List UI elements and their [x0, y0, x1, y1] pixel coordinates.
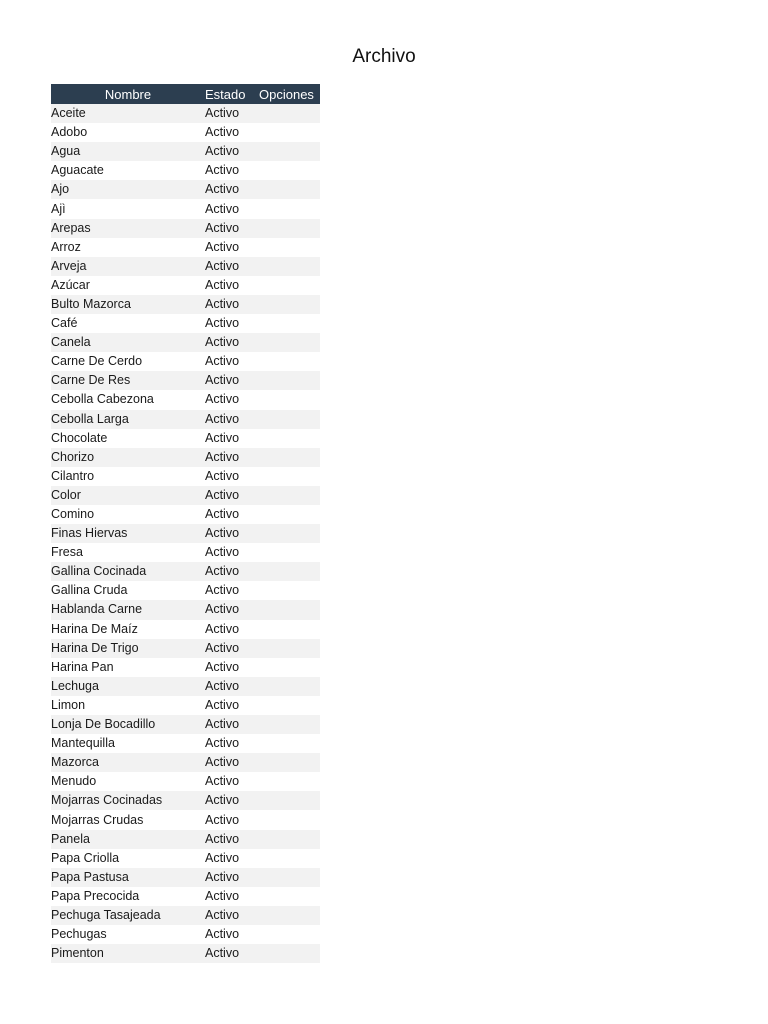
cell-state: Activo [205, 850, 240, 865]
cell-options [259, 543, 320, 562]
cell-options [259, 944, 320, 963]
table-row[interactable] [51, 314, 320, 333]
cell-state: Activo [205, 659, 240, 674]
cell-options [259, 677, 320, 696]
cell-name: Harina Pan [51, 659, 114, 674]
column-header-options: Opciones [259, 86, 314, 102]
cell-state: Activo [205, 831, 240, 846]
table-row[interactable] [51, 944, 320, 963]
cell-name: Aguacate [51, 163, 104, 178]
cell-name: Cilantro [51, 468, 95, 483]
table-row[interactable] [51, 810, 320, 829]
cell-state: Activo [205, 468, 240, 483]
cell-state: Activo [205, 736, 240, 751]
cell-state: Activo [205, 354, 240, 369]
cell-state: Activo [205, 316, 240, 331]
cell-state: Activo [205, 602, 240, 617]
page-title: Archivo [352, 46, 416, 67]
table-row[interactable] [51, 849, 320, 868]
cell-name: Carne De Cerdo [51, 354, 143, 369]
cell-options [259, 639, 320, 658]
cell-state: Activo [205, 373, 240, 388]
cell-options [259, 486, 320, 505]
table-row[interactable] [51, 238, 320, 257]
table-row[interactable] [51, 352, 320, 371]
table-row[interactable] [51, 104, 320, 123]
cell-name: Mantequilla [51, 736, 115, 751]
table-row[interactable] [51, 199, 320, 218]
cell-state: Activo [205, 430, 240, 445]
cell-options [259, 410, 320, 429]
cell-options [259, 257, 320, 276]
cell-name: Ajo [51, 182, 70, 197]
column-header-name[interactable]: Nombre [104, 86, 152, 102]
table-row[interactable] [51, 715, 320, 734]
cell-options [259, 429, 320, 448]
cell-state: Activo [205, 678, 240, 693]
cell-state: Activo [205, 927, 240, 942]
cell-options [259, 142, 320, 161]
cell-options [259, 887, 320, 906]
cell-name: Gallina Cruda [51, 583, 128, 598]
table-row[interactable] [51, 696, 320, 715]
cell-state: Activo [205, 487, 240, 502]
table-row[interactable] [51, 161, 320, 180]
cell-name: Fresa [51, 545, 83, 560]
table-row[interactable] [51, 276, 320, 295]
cell-state: Activo [205, 182, 240, 197]
cell-state: Activo [205, 220, 240, 235]
cell-options [259, 352, 320, 371]
cell-options [259, 620, 320, 639]
table-row[interactable] [51, 868, 320, 887]
cell-state: Activo [205, 411, 240, 426]
cell-state: Activo [205, 545, 240, 560]
table-row[interactable] [51, 925, 320, 944]
cell-state: Activo [205, 640, 240, 655]
cell-state: Activo [205, 755, 240, 770]
cell-state: Activo [205, 335, 240, 350]
cell-name: Chocolate [51, 430, 108, 445]
cell-options [259, 600, 320, 619]
table-row[interactable] [51, 390, 320, 409]
cell-options [259, 524, 320, 543]
cell-name: Agua [51, 144, 81, 159]
cell-state: Activo [205, 812, 240, 827]
cell-name: Pechuga Tasajeada [51, 907, 161, 922]
cell-name: Mojarras Cocinadas [51, 793, 163, 808]
cell-options [259, 505, 320, 524]
cell-name: Bulto Mazorca [51, 296, 131, 311]
cell-options [259, 123, 320, 142]
cell-options [259, 104, 320, 123]
cell-options [259, 295, 320, 314]
table-row[interactable] [51, 620, 320, 639]
table-row[interactable] [51, 753, 320, 772]
cell-name: Arroz [51, 239, 81, 254]
table-row[interactable] [51, 524, 320, 543]
cell-options [259, 390, 320, 409]
cell-options [259, 199, 320, 218]
table-header-row [51, 84, 320, 104]
cell-name: Ajì [51, 201, 66, 216]
cell-state: Activo [205, 526, 240, 541]
cell-name: Cebolla Larga [51, 411, 129, 426]
cell-options [259, 333, 320, 352]
cell-options [259, 734, 320, 753]
cell-options [259, 562, 320, 581]
cell-name: Lonja De Bocadillo [51, 717, 156, 732]
cell-options [259, 849, 320, 868]
cell-name: Mazorca [51, 755, 99, 770]
cell-state: Activo [205, 106, 240, 121]
cell-name: Papa Pastusa [51, 869, 129, 884]
cell-state: Activo [205, 296, 240, 311]
cell-options [259, 180, 320, 199]
table-row[interactable] [51, 295, 320, 314]
cell-name: Mojarras Crudas [51, 812, 144, 827]
cell-options [259, 868, 320, 887]
cell-state: Activo [205, 717, 240, 732]
cell-state: Activo [205, 392, 240, 407]
cell-state: Activo [205, 163, 240, 178]
cell-name: Pechugas [51, 927, 107, 942]
cell-options [259, 448, 320, 467]
cell-options [259, 715, 320, 734]
table-row[interactable] [51, 543, 320, 562]
cell-name: Lechuga [51, 678, 99, 693]
cell-state: Activo [205, 888, 240, 903]
cell-options [259, 830, 320, 849]
cell-name: Café [51, 316, 78, 331]
cell-name: Gallina Cocinada [51, 564, 147, 579]
cell-name: Pimenton [51, 946, 104, 961]
table-row[interactable] [51, 658, 320, 677]
cell-name: Azúcar [51, 277, 90, 292]
cell-options [259, 791, 320, 810]
cell-name: Color [51, 487, 81, 502]
table-body [51, 104, 320, 963]
cell-state: Activo [205, 564, 240, 579]
cell-options [259, 276, 320, 295]
table-row[interactable] [51, 677, 320, 696]
cell-name: Cebolla Cabezona [51, 392, 154, 407]
cell-options [259, 925, 320, 944]
items-table [51, 84, 320, 963]
cell-state: Activo [205, 774, 240, 789]
table-row[interactable] [51, 123, 320, 142]
cell-options [259, 467, 320, 486]
cell-name: Canela [51, 335, 91, 350]
table-row[interactable] [51, 410, 320, 429]
cell-options [259, 753, 320, 772]
cell-name: Aceite [51, 106, 86, 121]
cell-options [259, 161, 320, 180]
cell-state: Activo [205, 621, 240, 636]
cell-options [259, 772, 320, 791]
table-row[interactable] [51, 371, 320, 390]
cell-name: Finas Hiervas [51, 526, 128, 541]
table-row[interactable] [51, 257, 320, 276]
table-row[interactable] [51, 486, 320, 505]
cell-state: Activo [205, 697, 240, 712]
cell-name: Comino [51, 507, 95, 522]
table-row[interactable] [51, 429, 320, 448]
table-row[interactable] [51, 639, 320, 658]
table-row[interactable] [51, 600, 320, 619]
cell-name: Harina De Trigo [51, 640, 139, 655]
cell-state: Activo [205, 907, 240, 922]
cell-state: Activo [205, 144, 240, 159]
cell-state: Activo [205, 869, 240, 884]
cell-state: Activo [205, 239, 240, 254]
cell-state: Activo [205, 201, 240, 216]
cell-options [259, 581, 320, 600]
table-row[interactable] [51, 505, 320, 524]
cell-options [259, 371, 320, 390]
cell-state: Activo [205, 125, 240, 140]
table-row[interactable] [51, 906, 320, 925]
table-row[interactable] [51, 333, 320, 352]
cell-name: Hablanda Carne [51, 602, 143, 617]
cell-state: Activo [205, 946, 240, 961]
cell-name: Arepas [51, 220, 91, 235]
cell-name: Adobo [51, 125, 88, 140]
cell-options [259, 810, 320, 829]
cell-state: Activo [205, 449, 240, 464]
cell-name: Panela [51, 831, 90, 846]
cell-options [259, 238, 320, 257]
table-row[interactable] [51, 887, 320, 906]
cell-state: Activo [205, 277, 240, 292]
table-row[interactable] [51, 830, 320, 849]
cell-name: Carne De Res [51, 373, 131, 388]
table-row[interactable] [51, 219, 320, 238]
cell-name: Papa Precocida [51, 888, 140, 903]
cell-state: Activo [205, 258, 240, 273]
table-row[interactable] [51, 772, 320, 791]
cell-name: Papa Criolla [51, 850, 120, 865]
cell-name: Limon [51, 697, 86, 712]
cell-options [259, 314, 320, 333]
cell-state: Activo [205, 793, 240, 808]
cell-state: Activo [205, 583, 240, 598]
cell-name: Harina De Maíz [51, 621, 138, 636]
cell-name: Menudo [51, 774, 97, 789]
cell-name: Chorizo [51, 449, 95, 464]
cell-state: Activo [205, 507, 240, 522]
table-row[interactable] [51, 180, 320, 199]
cell-options [259, 219, 320, 238]
cell-options [259, 658, 320, 677]
table-row[interactable] [51, 448, 320, 467]
table-row[interactable] [51, 791, 320, 810]
table-row[interactable] [51, 562, 320, 581]
cell-name: Arveja [51, 258, 87, 273]
cell-options [259, 906, 320, 925]
cell-options [259, 696, 320, 715]
table-row[interactable] [51, 734, 320, 753]
table-row[interactable] [51, 581, 320, 600]
table-row[interactable] [51, 467, 320, 486]
table-row[interactable] [51, 142, 320, 161]
column-header-state[interactable]: Estado [205, 86, 246, 102]
